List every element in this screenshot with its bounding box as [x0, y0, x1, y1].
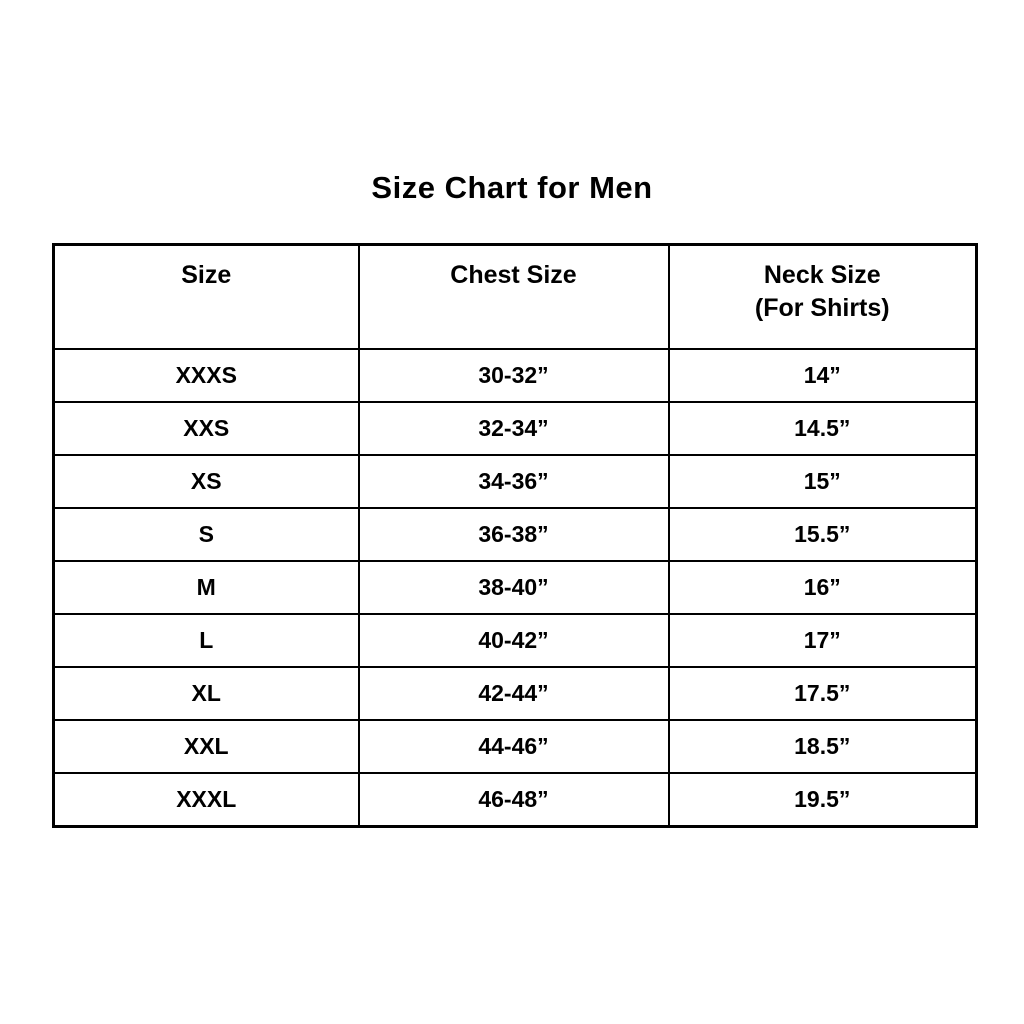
page-title: Size Chart for Men: [371, 170, 653, 205]
table-row: [54, 455, 977, 508]
neck-size-cell: 17”: [669, 614, 977, 667]
column-header-chest-size-label: Chest Size: [450, 261, 577, 289]
column-header-size-label: Size: [181, 261, 232, 289]
table-row: [54, 667, 977, 720]
column-header-chest-size: [359, 245, 669, 350]
size-cell: XXL: [54, 720, 359, 773]
chest-size-cell: 30-32”: [359, 349, 669, 402]
neck-size-cell: 15”: [669, 455, 977, 508]
neck-size-cell: 14”: [669, 349, 977, 402]
table-row: [54, 561, 977, 614]
column-header-neck-size-sublabel: (For Shirts): [754, 294, 890, 322]
header-row: [54, 245, 977, 350]
column-header-neck-size: [669, 245, 977, 350]
table-row: [54, 402, 977, 455]
size-cell: S: [54, 508, 359, 561]
neck-size-cell: 15.5”: [669, 508, 977, 561]
table-row: [54, 773, 977, 827]
table-row: [54, 720, 977, 773]
size-cell: XL: [54, 667, 359, 720]
column-header-neck-size-label: Neck Size: [763, 261, 881, 289]
neck-size-cell: 14.5”: [669, 402, 977, 455]
chest-size-cell: 32-34”: [359, 402, 669, 455]
size-cell: XXXS: [54, 349, 359, 402]
chest-size-cell: 40-42”: [359, 614, 669, 667]
chest-size-cell: 42-44”: [359, 667, 669, 720]
table-row: [54, 349, 977, 402]
neck-size-cell: 17.5”: [669, 667, 977, 720]
size-chart-table: [52, 243, 978, 828]
chest-size-cell: 34-36”: [359, 455, 669, 508]
size-cell: XS: [54, 455, 359, 508]
size-cell: M: [54, 561, 359, 614]
size-cell: L: [54, 614, 359, 667]
table-row: [54, 508, 977, 561]
table-row: [54, 614, 977, 667]
neck-size-cell: 18.5”: [669, 720, 977, 773]
size-cell: XXXL: [54, 773, 359, 827]
neck-size-cell: 16”: [669, 561, 977, 614]
size-cell: XXS: [54, 402, 359, 455]
chest-size-cell: 36-38”: [359, 508, 669, 561]
neck-size-cell: 19.5”: [669, 773, 977, 827]
column-header-size: [54, 245, 359, 350]
chest-size-cell: 38-40”: [359, 561, 669, 614]
chest-size-cell: 46-48”: [359, 773, 669, 827]
chest-size-cell: 44-46”: [359, 720, 669, 773]
